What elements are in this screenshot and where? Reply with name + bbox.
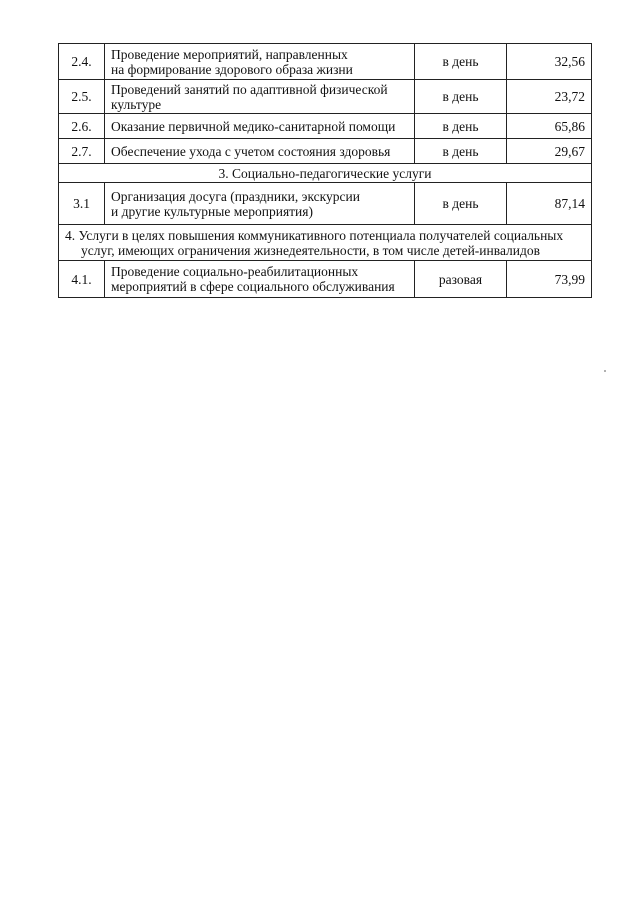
unit-of-measure: в день: [415, 80, 507, 114]
description-line: культуре: [111, 96, 162, 112]
description-line: Оказание первичной медико-санитарной помощи: [111, 118, 396, 134]
row-number: 3.1: [59, 183, 105, 225]
section-header-row: [59, 225, 592, 261]
row-number: 2.6.: [59, 114, 105, 139]
service-description: [105, 261, 415, 298]
unit-of-measure: в день: [415, 183, 507, 225]
description-line: Проведение социально-реабилитационных: [111, 264, 359, 279]
section-title: [59, 225, 592, 261]
unit-of-measure: в день: [415, 139, 507, 164]
description-line: Обеспечение ухода с учетом состояния здоровья: [111, 143, 391, 159]
service-description: [105, 139, 415, 164]
table-row: [59, 114, 592, 139]
row-number: 2.4.: [59, 44, 105, 80]
description-line: Организация досуга (праздники, экскурсии: [111, 188, 360, 204]
table-row: [59, 44, 592, 80]
description-line: и другие культурные мероприятия): [111, 203, 313, 219]
tariff-value: 23,72: [507, 80, 592, 114]
description-line: мероприятий в сфере социального обслуживания: [111, 279, 395, 294]
table-row: [59, 261, 592, 298]
unit-of-measure: в день: [415, 114, 507, 139]
tariff-value: 32,56: [507, 44, 592, 80]
row-number: 2.7.: [59, 139, 105, 164]
unit-of-measure: разовая: [415, 261, 507, 298]
tariff-value: 65,86: [507, 114, 592, 139]
tariff-table: [58, 43, 592, 298]
scan-speck: [604, 370, 606, 372]
tariff-value: 87,14: [507, 183, 592, 225]
tariff-value: 29,67: [507, 139, 592, 164]
row-number: 4.1.: [59, 261, 105, 298]
table-row: [59, 80, 592, 114]
description-line: на формирование здорового образа жизни: [111, 61, 353, 77]
table-row: [59, 139, 592, 164]
section-title-line: 4. Услуги в целях повышения коммуникативного потенциала получателей социальных: [65, 227, 564, 243]
description-line: Проведений занятий по адаптивной физической: [111, 81, 388, 97]
service-description: [105, 183, 415, 225]
section-header-row: [59, 164, 592, 183]
service-description: [105, 114, 415, 139]
row-number: 2.5.: [59, 80, 105, 114]
tariff-value: 73,99: [507, 261, 592, 298]
service-description: [105, 44, 415, 80]
service-description: [105, 80, 415, 114]
section-title-line: услуг, имеющих ограничения жизнедеятельности, в том числе детей-инвалидов: [81, 242, 541, 258]
unit-of-measure: в день: [415, 44, 507, 80]
table-row: [59, 183, 592, 225]
section-title: 3. Социально-педагогические услуги: [59, 164, 592, 183]
description-line: Проведение мероприятий, направленных: [111, 46, 348, 62]
